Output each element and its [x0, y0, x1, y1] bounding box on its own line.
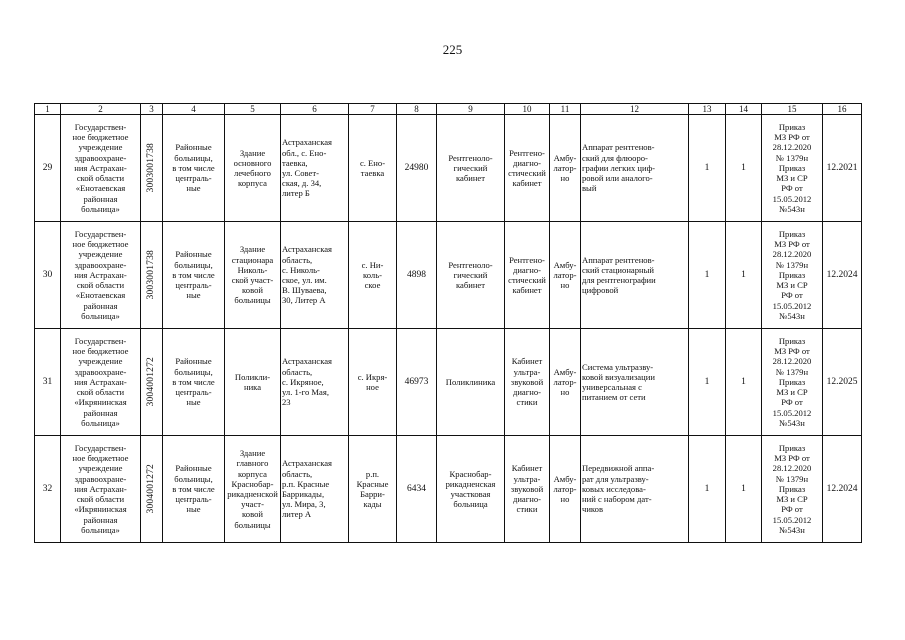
- building-cell: Поликли- ника: [225, 329, 281, 436]
- organization-cell: Государствен- ное бюджетное учреждение здравоохране- ния Астрахан- ской области «Икрянинская районная больница»: [61, 436, 141, 543]
- column-number: 14: [726, 104, 762, 115]
- room-cell: Рентгено- диагно- стический кабинет: [505, 222, 550, 329]
- unit-cell: Рентгеноло- гический кабинет: [437, 222, 505, 329]
- care-mode-cell: Амбу- латор- но: [550, 436, 581, 543]
- quantity-cell: 1: [689, 329, 726, 436]
- population-cell: 46973: [397, 329, 437, 436]
- equipment-cell: Аппарат рентгенов- ский стационарный для рентгенографии цифровой: [581, 222, 689, 329]
- organization-code-cell: [141, 329, 163, 436]
- legal-basis-cell: Приказ МЗ РФ от 28.12.2020 № 1379н Приказ МЗ и СР РФ от 15.05.2012 №543н: [762, 329, 823, 436]
- unit-cell: Рентгеноло- гический кабинет: [437, 115, 505, 222]
- address-cell: Астраханская область, с. Икряное, ул. 1-го Мая, 23: [281, 329, 349, 436]
- room-cell: Рентгено- диагно- стический кабинет: [505, 115, 550, 222]
- settlement-cell: с. Икря- ное: [349, 329, 397, 436]
- quantity-cell: 1: [689, 222, 726, 329]
- quantity-cell: 1: [689, 115, 726, 222]
- population-cell: 24980: [397, 115, 437, 222]
- equipment-cell: Система ультразву- ковой визуализации универсальная с питанием от сети: [581, 329, 689, 436]
- settlement-cell: р.п. Красные Барри- кады: [349, 436, 397, 543]
- date-cell: 12.2024: [823, 222, 862, 329]
- equipment-registry-table: [34, 103, 862, 543]
- organization-code: 3004001272: [146, 464, 157, 514]
- organization-code: 3004001272: [146, 357, 157, 407]
- date-cell: 12.2021: [823, 115, 862, 222]
- organization-code-cell: [141, 115, 163, 222]
- column-number: 8: [397, 104, 437, 115]
- column-number: 3: [141, 104, 163, 115]
- table-row: [35, 329, 862, 436]
- equipment-cell: Передвижной аппа- рат для ультразву- ковых исследова- ний с набором дат- чиков: [581, 436, 689, 543]
- column-number: 7: [349, 104, 397, 115]
- column-number: 13: [689, 104, 726, 115]
- organization-code: 3003001738: [146, 250, 157, 300]
- organization-cell: Государствен- ное бюджетное учреждение здравоохране- ния Астрахан- ской области «Енотаевская районная больница»: [61, 115, 141, 222]
- quantity-cell: 1: [726, 436, 762, 543]
- legal-basis-cell: Приказ МЗ РФ от 28.12.2020 № 1379н Приказ МЗ и СР РФ от 15.05.2012 №543н: [762, 115, 823, 222]
- column-number: 12: [581, 104, 689, 115]
- building-cell: Здание основного лечебного корпуса: [225, 115, 281, 222]
- building-cell: Здание стационара Николь- ской участ- ковой больницы: [225, 222, 281, 329]
- table-row: [35, 436, 862, 543]
- table-row: [35, 222, 862, 329]
- care-mode-cell: Амбу- латор- но: [550, 222, 581, 329]
- quantity-cell: 1: [726, 115, 762, 222]
- settlement-cell: с. Ено- таевка: [349, 115, 397, 222]
- legal-basis-cell: Приказ МЗ РФ от 28.12.2020 № 1379н Приказ МЗ и СР РФ от 15.05.2012 №543н: [762, 436, 823, 543]
- address-cell: Астраханская область, р.п. Красные Баррикады, ул. Мира, 3, литер А: [281, 436, 349, 543]
- room-cell: Кабинет ультра- звуковой диагно- стики: [505, 436, 550, 543]
- facility-type-cell: Районные больницы, в том числе централь- ные: [163, 436, 225, 543]
- population-cell: 4898: [397, 222, 437, 329]
- column-number: 5: [225, 104, 281, 115]
- column-number: 1: [35, 104, 61, 115]
- organization-code: 3003001738: [146, 143, 157, 193]
- column-number: 2: [61, 104, 141, 115]
- organization-cell: Государствен- ное бюджетное учреждение здравоохране- ния Астрахан- ской области «Икрянинская районная больница»: [61, 329, 141, 436]
- care-mode-cell: Амбу- латор- но: [550, 329, 581, 436]
- address-cell: Астраханская обл., с. Ено- таевка, ул. Совет- ская, д. 34, литер Б: [281, 115, 349, 222]
- column-number: 15: [762, 104, 823, 115]
- facility-type-cell: Районные больницы, в том числе централь- ные: [163, 329, 225, 436]
- row-number-cell: 32: [35, 436, 61, 543]
- care-mode-cell: Амбу- латор- но: [550, 115, 581, 222]
- building-cell: Здание главного корпуса Краснобар- рикадненской участ- ковой больницы: [225, 436, 281, 543]
- column-number: 4: [163, 104, 225, 115]
- date-cell: 12.2024: [823, 436, 862, 543]
- quantity-cell: 1: [689, 436, 726, 543]
- settlement-cell: с. Ни- коль- ское: [349, 222, 397, 329]
- row-number-cell: 29: [35, 115, 61, 222]
- date-cell: 12.2025: [823, 329, 862, 436]
- organization-code-cell: [141, 436, 163, 543]
- facility-type-cell: Районные больницы, в том числе централь- ные: [163, 115, 225, 222]
- row-number-cell: 30: [35, 222, 61, 329]
- population-cell: 6434: [397, 436, 437, 543]
- column-number: 9: [437, 104, 505, 115]
- organization-code-cell: [141, 222, 163, 329]
- table-row: [35, 115, 862, 222]
- row-number-cell: 31: [35, 329, 61, 436]
- column-number: 10: [505, 104, 550, 115]
- room-cell: Кабинет ультра- звуковой диагно- стики: [505, 329, 550, 436]
- page-number: 225: [442, 42, 463, 57]
- column-number: 11: [550, 104, 581, 115]
- column-number: 6: [281, 104, 349, 115]
- quantity-cell: 1: [726, 222, 762, 329]
- unit-cell: Поликлиника: [437, 329, 505, 436]
- organization-cell: Государствен- ное бюджетное учреждение здравоохране- ния Астрахан- ской области «Енотаевская районная больница»: [61, 222, 141, 329]
- unit-cell: Краснобар- рикадненская участковая больница: [437, 436, 505, 543]
- quantity-cell: 1: [726, 329, 762, 436]
- column-number-row: [35, 104, 862, 115]
- facility-type-cell: Районные больницы, в том числе централь- ные: [163, 222, 225, 329]
- legal-basis-cell: Приказ МЗ РФ от 28.12.2020 № 1379н Приказ МЗ и СР РФ от 15.05.2012 №543н: [762, 222, 823, 329]
- column-number: 16: [823, 104, 862, 115]
- address-cell: Астраханская область, с. Николь- ское, ул. им. В. Шуваева, 30, Литер А: [281, 222, 349, 329]
- equipment-cell: Аппарат рентгенов- ский для флюоро- графии легких циф- ровой или аналого- вый: [581, 115, 689, 222]
